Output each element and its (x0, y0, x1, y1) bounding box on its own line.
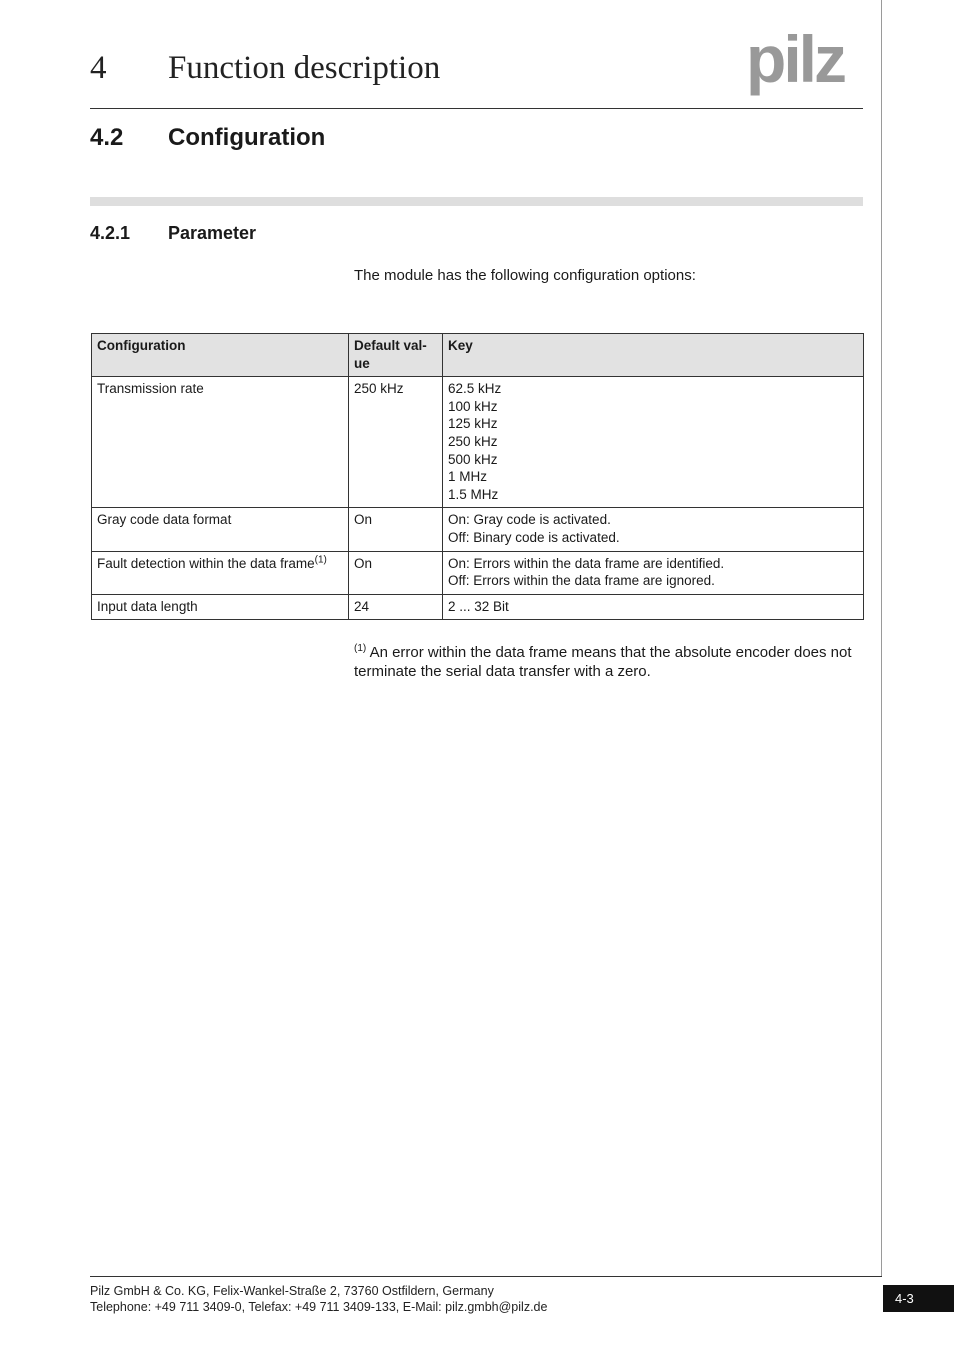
cell-key: 2 ... 32 Bit (443, 594, 864, 620)
key-option: 62.5 kHz (448, 381, 502, 397)
table-row (92, 551, 864, 594)
section-number: 4.2 (90, 124, 124, 151)
cell-configuration: Transmission rate (92, 377, 349, 508)
cell-default: On (349, 551, 443, 594)
cell-key (443, 508, 864, 551)
subsection-title: Parameter (168, 223, 257, 243)
cell-key (443, 551, 864, 594)
chapter-number: 4 (90, 50, 107, 86)
section-title: Configuration (168, 124, 326, 151)
footer (90, 1283, 547, 1315)
pilz-logo (746, 26, 866, 96)
footnote-text: An error within the data frame means that the absolute encoder does not terminate the serial data transfer with a zero. (354, 644, 852, 680)
chapter-title: Function description (168, 50, 441, 86)
footer-rule (90, 1276, 882, 1277)
section-divider-bar (90, 197, 863, 206)
header-configuration: Configuration (92, 334, 349, 377)
key-option: Off: Binary code is activated. (448, 529, 620, 545)
header-rule (90, 108, 863, 109)
configuration-table (91, 333, 864, 620)
subsection-number: 4.2.1 (90, 223, 131, 243)
intro-text: The module has the following configuration options: (354, 267, 696, 284)
footnote-reference: (1) (314, 554, 327, 566)
cell-configuration: Gray code data format (92, 508, 349, 551)
page-number: 4-3 (883, 1285, 954, 1312)
header-key: Key (443, 334, 864, 377)
key-option: 1 MHz (448, 469, 488, 485)
key-option: Off: Errors within the data frame are ignored. (448, 573, 715, 589)
table-header-row (92, 334, 864, 377)
key-option: 100 kHz (448, 398, 498, 414)
key-option: On: Gray code is activated. (448, 512, 611, 528)
table-row (92, 377, 864, 508)
footnote (354, 643, 864, 681)
footer-contact: Telephone: +49 711 3409-0, Telefax: +49 711 3409-133, E-Mail: pilz.gmbh@pilz.de (90, 1300, 548, 1314)
header-default-line-2: ue (354, 355, 370, 371)
table-row (92, 508, 864, 551)
key-option: 250 kHz (448, 433, 498, 449)
cell-configuration (92, 551, 349, 594)
cell-default: 250 kHz (349, 377, 443, 508)
key-option: 1.5 MHz (448, 486, 499, 502)
header-default-line-1: Default val- (354, 338, 427, 353)
key-option: 500 kHz (448, 451, 498, 467)
pilz-logo-text: pilz (746, 26, 844, 96)
key-option: 125 kHz (448, 416, 498, 432)
page-margin-rule (881, 0, 882, 1277)
cell-default: On (349, 508, 443, 551)
cell-configuration: Input data length (92, 594, 349, 620)
config-label: Fault detection within the data frame (97, 555, 315, 571)
cell-default: 24 (349, 594, 443, 620)
footer-address: Pilz GmbH & Co. KG, Felix-Wankel-Straße 2, 73760 Ostfildern, Germany (90, 1284, 494, 1298)
header-default-value (349, 334, 443, 377)
cell-key (443, 377, 864, 508)
footnote-marker: (1) (354, 643, 367, 654)
key-option: On: Errors within the data frame are identified. (448, 555, 725, 571)
table-row (92, 594, 864, 620)
